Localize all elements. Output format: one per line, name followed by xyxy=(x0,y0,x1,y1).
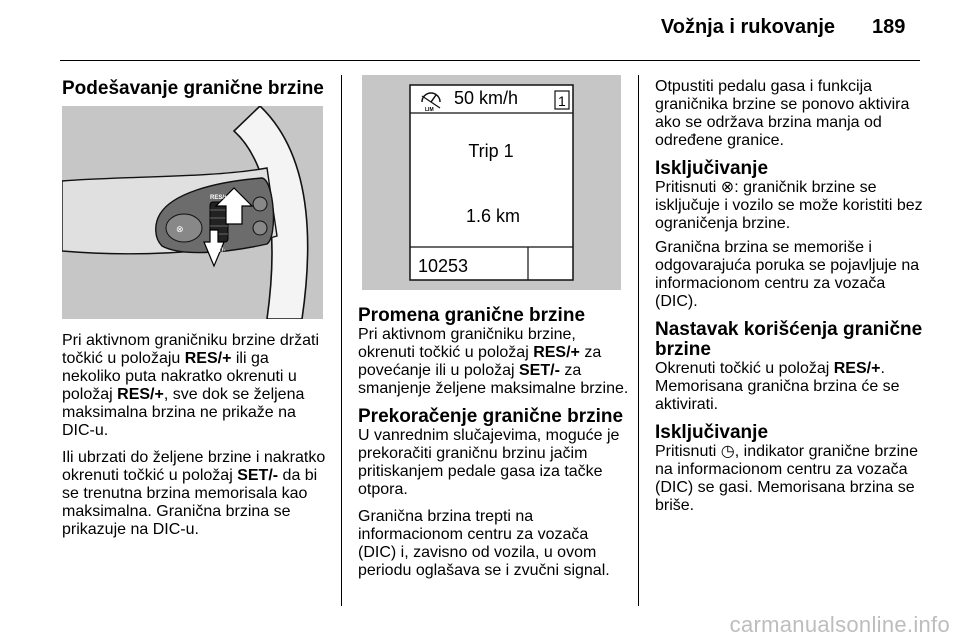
limiter-symbol-icon: ⊗ xyxy=(176,225,184,235)
dic-display-illustration xyxy=(362,75,621,290)
paragraph: Pritisnuti ◷, indikator granične brzine na informacionom centru za vozača (DIC) se gasi. Memorisana brzina se briše. xyxy=(655,443,918,514)
paragraph: Pri aktivnom graničniku brzine držati točkić u položaju RES/+ ili ga nekoliko puta nakratko okrenuti u položaj RES/+, sve dok se željena maksimalna brzina ne prikaže na DIC-u. xyxy=(62,332,319,439)
wheel-label-res: RES/+ xyxy=(210,195,228,201)
dic-gear: 1 xyxy=(558,93,566,109)
header-rule xyxy=(60,60,920,61)
page-number: 189 xyxy=(872,16,906,38)
column-1 xyxy=(62,79,330,99)
column-divider-2 xyxy=(638,75,639,606)
paragraph: Okrenuti točkić u položaj RES/+. Memorisana granična brzina će se aktivirati. xyxy=(655,360,900,413)
dic-trip-label: Trip 1 xyxy=(468,141,514,161)
paragraph: U vanrednim slučajevima, moguće je prekoračiti graničnu brzinu jačim pritiskanjem pedale gasa iza tačke otpora. xyxy=(358,427,620,498)
column-1-body xyxy=(62,332,330,548)
dic-speed: 50 km/h xyxy=(454,88,519,108)
column-divider-1 xyxy=(341,75,342,606)
section-heading-exceeding-limit: Prekoračenje granične brzine xyxy=(358,406,624,427)
paragraph: Otpustiti pedalu gasa i funkcija graničnika brzine se ponovo aktivira ako se održava brzina manja od određene granice. xyxy=(655,78,910,149)
paragraph: Granična brzina se memoriše i odgovarajuća poruka se pojavljuje na informacionom centru za vozača (DIC). xyxy=(655,239,920,310)
section-heading-resume-limit: Nastavak korišćenja granične brzine xyxy=(655,319,923,360)
column-3-body xyxy=(655,78,923,524)
section-heading-deactivation: Isključivanje xyxy=(655,158,769,179)
running-header-title: Vožnja i rukovanje xyxy=(660,16,835,38)
dic-odometer: 10253 xyxy=(418,256,469,276)
steering-wheel-drawing xyxy=(62,106,323,319)
section-heading-deactivation-2: Isključivanje xyxy=(655,422,769,443)
column-2-body xyxy=(358,306,630,589)
section-heading-change-limit: Promena granične brzine xyxy=(358,305,586,326)
paragraph: Ili ubrzati do željene brzine i nakratko okrenuti točkić u položaj SET/- da bi se trenutna brzina memorisala kao maksimalna. Granična brzina se prikazuje na DIC-u. xyxy=(62,449,326,538)
speed-limiter-indicator-icon: ◷ xyxy=(720,443,735,460)
lim-label: LIM xyxy=(425,107,434,113)
steering-wheel-illustration xyxy=(62,106,323,319)
dic-display-drawing xyxy=(362,75,621,290)
paragraph: Granična brzina trepti na informacionom centru za vozača (DIC) i, zavisno od vozila, u ovom periodu oglašava se i zvučni signal. xyxy=(358,508,610,579)
dic-distance: 1.6 km xyxy=(465,206,521,226)
section-heading-speed-limit-setting: Podešavanje granične brzine xyxy=(62,78,324,99)
limiter-button-icon: ⊗ xyxy=(720,179,735,196)
paragraph: Pri aktivnom graničniku brzine, okrenuti točkić u položaj RES/+ za povećanje ili u položaj SET/- za smanjenje željene maksimalne brzine. xyxy=(358,326,629,397)
watermark: carmanualsonline.info xyxy=(729,612,950,637)
wheel-label-set: SET/- xyxy=(210,248,226,254)
paragraph: Pritisnuti ⊗: graničnik brzine se isključuje i vozilo se može koristiti bez ograničenja brzine. xyxy=(655,179,923,232)
